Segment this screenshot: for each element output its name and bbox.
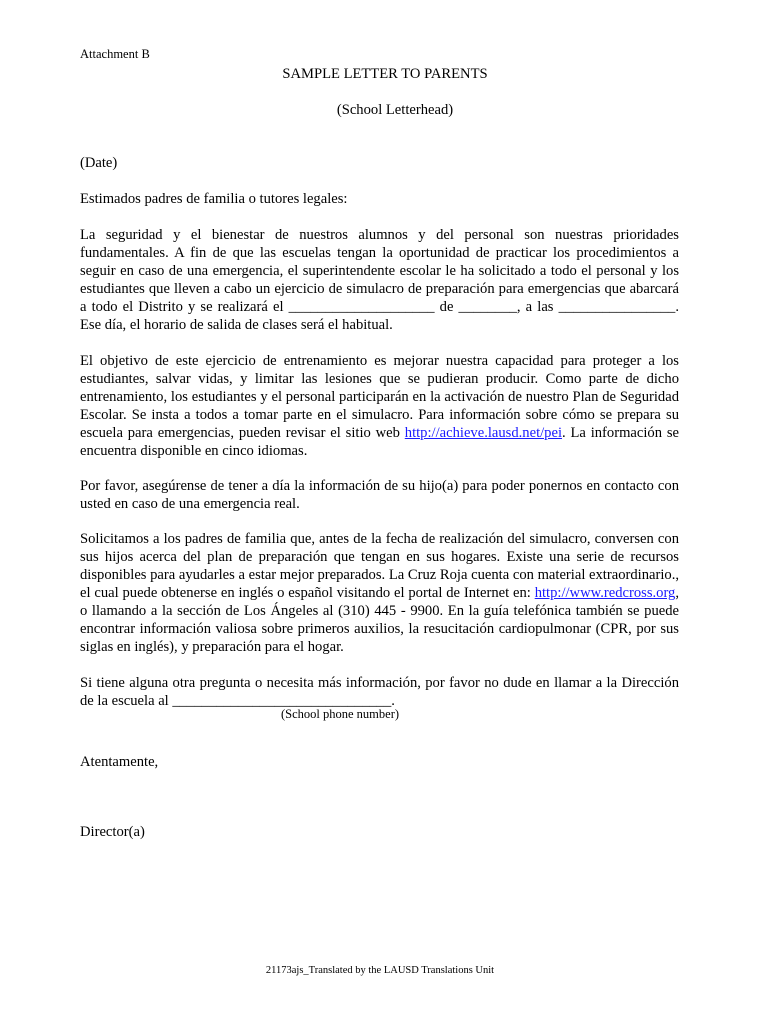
phone-caption: (School phone number) xyxy=(280,707,400,721)
paragraph-1: La seguridad y el bienestar de nuestros alumnos y del personal son nuestras prioridades fundamentales. A fin de que las escuelas tengan la oportunidad de practicar los procedimientos a seguir en caso de una emergencia, el superintendente escolar le ha solicitado a todo el personal y los estudiantes que lleven a cabo un ejercicio de simulacro de preparación para emergencias que abarcará a todo el Distrito y se realizará el ____________________ de ________, a las ________________. Ese día, el horario de salida de clases será el habitual. xyxy=(80,227,679,333)
closing: Atentamente, xyxy=(80,754,159,770)
redcross-link[interactable]: http://www.redcross.org xyxy=(534,585,676,601)
footer-note: 21173ajs_Translated by the LAUSD Translations Unit xyxy=(265,965,495,976)
paragraph-2-text: El objetivo de este ejercicio de entrenamiento es mejorar nuestra capacidad para proteger a los estudiantes, salvar vidas, y limitar las lesiones que se pudieran producir. Como parte de dicho entrenamiento, los estudiantes y el personal participarán en la activación de nuestro Plan de Seguridad Escolar. Se insta a todos a tomar parte en el simulacro. Para información sobre cómo se prepara su escuela para emergencias, pueden revisar el sitio web xyxy=(80,353,679,441)
lausd-pei-link[interactable]: http://achieve.lausd.net/pei xyxy=(404,425,563,441)
attachment-label: Attachment B xyxy=(80,47,150,61)
letterhead-placeholder: (School Letterhead) xyxy=(336,102,454,118)
paragraph-4-text-end: , o llamando a la sección de Los Ángeles al (310) 445 - 9900. En la guía telefónica también se puede encontrar información valiosa sobre primeros auxilios, la resucitación cardiopulmonar (CPR, por sus siglas en inglés), y preparación para el hogar. xyxy=(80,585,679,655)
paragraph-5: Si tiene alguna otra pregunta o necesita más información, por favor no dude en llamar a la Dirección de la escuela al ______________________________. xyxy=(80,675,679,709)
letter-title: SAMPLE LETTER TO PARENTS xyxy=(282,66,488,82)
paragraph-4-text: Solicitamos a los padres de familia que, antes de la fecha de realización del simulacro, conversen con sus hijos acerca del plan de preparación que tengan en sus hogares. Existe una serie de recursos disponibles para ayudarles a estar mejor preparados. La Cruz Roja cuenta con material extraordinario., el cual puede obtenerse en inglés o español visitando el portal de Internet en: xyxy=(80,531,679,601)
date-line: (Date) xyxy=(80,155,118,171)
signature-line: Director(a) xyxy=(80,824,145,840)
salutation: Estimados padres de familia o tutores legales: xyxy=(80,191,348,207)
paragraph-2-text-end: . La información se encuentra disponible en cinco idiomas. xyxy=(80,425,679,459)
paragraph-3: Por favor, asegúrense de tener a día la información de su hijo(a) para poder ponernos en contacto con usted en caso de una emergencia real. xyxy=(80,478,679,512)
paragraph-2 xyxy=(80,352,679,460)
paragraph-4 xyxy=(80,530,679,656)
